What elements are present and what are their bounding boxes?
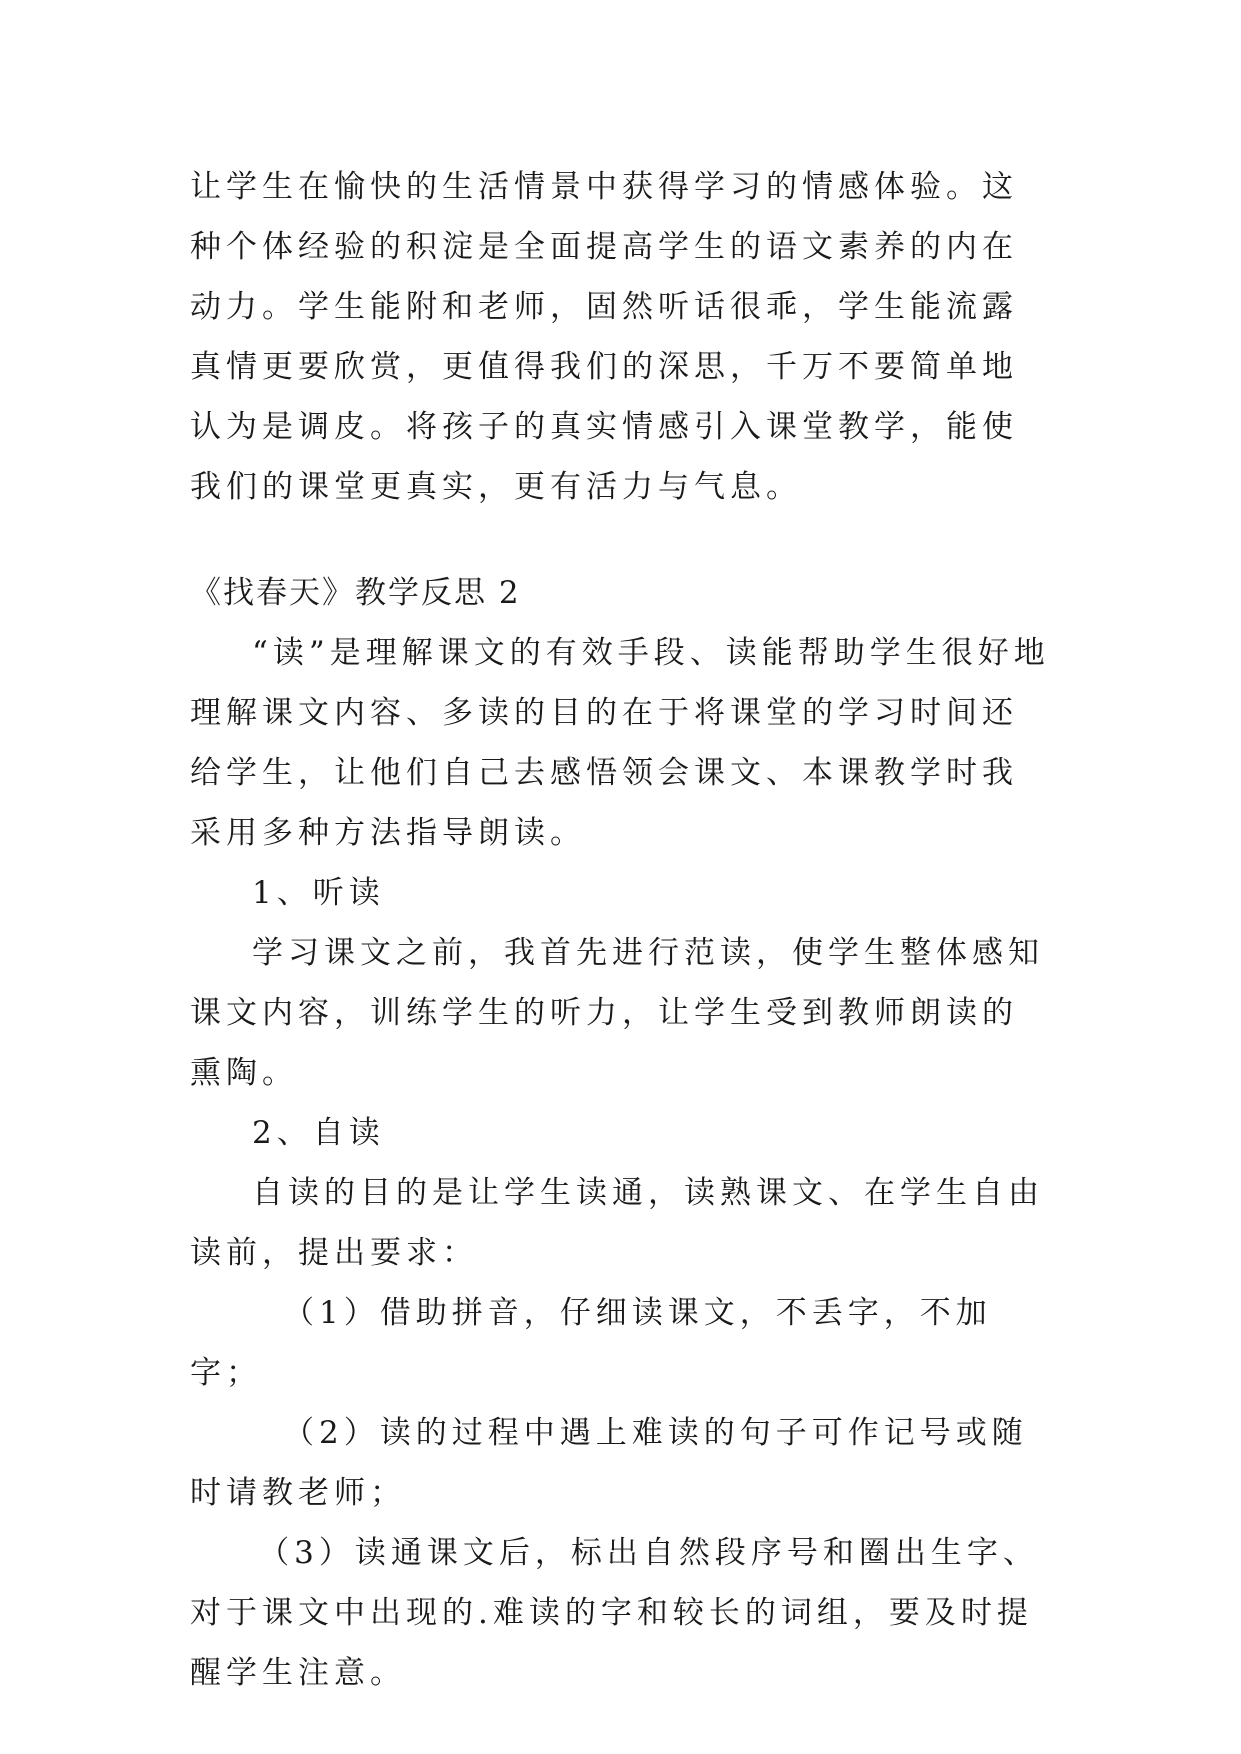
paragraph-self-reading: 自读的目的是让学生读通，读熟课文、在学生自由读前，提出要求： [190, 1175, 1044, 1271]
requirement-item-2: （2）读的过程中遇上难读的句子可作记号或随时请教老师； [190, 1415, 1028, 1511]
section-body [190, 623, 1050, 1703]
section-title: 《找春天》教学反思 2 [190, 575, 521, 611]
subheading-self-reading: 2、自读 [252, 1115, 385, 1151]
requirement-item-3: （3）读通课文后，标出自然段序号和圈出生字、对于课文中出现的.难读的字和较长的词组，要及时提醒学生注意。 [190, 1535, 1039, 1691]
continued-paragraph: 让学生在愉快的生活情景中获得学习的情感体验。这种个体经验的积淀是全面提高学生的语文素养的内在动力。学生能附和老师，固然听话很乖，学生能流露真情更要欣赏，更值得我们的深思，千万不要简单地认为是调皮。将孩子的真实情感引入课堂教学，能使我们的课堂更真实，更有活力与气息。 [190, 169, 1018, 505]
paragraph-intro: “读”是理解课文的有效手段、读能帮助学生很好地理解课文内容、多读的目的在于将课堂的学习时间还给学生，让他们自己去感悟领会课文、本课教学时我采用多种方法指导朗读。 [190, 635, 1050, 851]
paragraph-listen-reading: 学习课文之前，我首先进行范读，使学生整体感知课文内容，训练学生的听力，让学生受到教师朗读的熏陶。 [190, 935, 1044, 1091]
subheading-listen-reading: 1、听读 [252, 875, 385, 911]
requirement-item-1: （1）借助拼音，仔细读课文，不丢字，不加字； [190, 1295, 992, 1391]
